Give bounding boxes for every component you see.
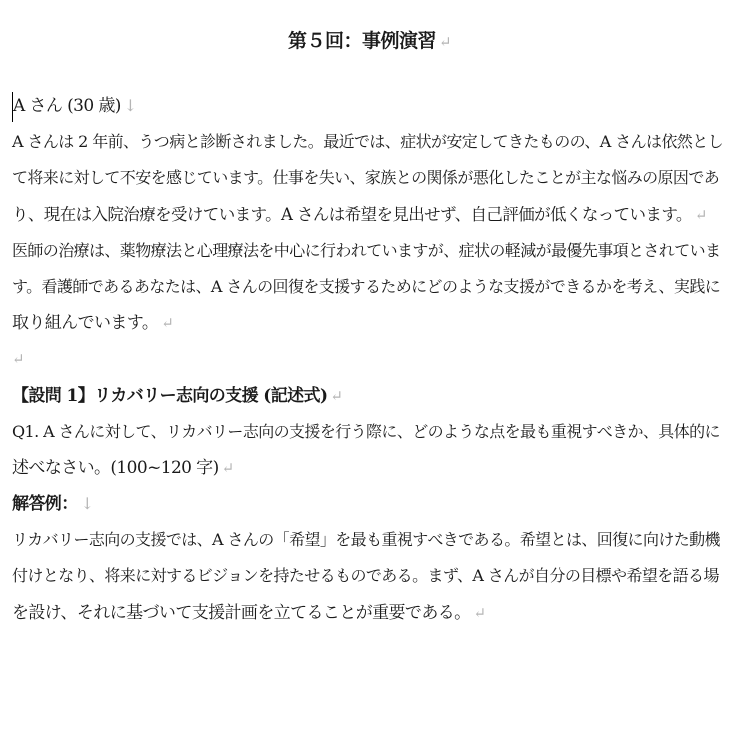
- document-title: [0, 26, 739, 57]
- paragraph-mark: ↵: [12, 350, 24, 369]
- answer-line: [12, 522, 718, 558]
- case-text: 取り組んでいます。: [12, 313, 159, 334]
- case-heading: [12, 88, 718, 124]
- case-text: A さんは 2 年前、うつ病と診断されました。最近では、症状が安定してきたものの、A さんは依然とし: [12, 132, 723, 152]
- case-line: [12, 269, 721, 305]
- answer-line: [12, 558, 718, 594]
- question-text: Q1. A さんに対して、リカバリー志向の支援を行う際に、どのような点を最も重視すべきか、具体的に: [12, 421, 720, 441]
- case-line: [12, 124, 723, 160]
- paragraph-mark: ↵: [694, 205, 707, 224]
- answer-line: [12, 595, 718, 631]
- case-text: 医師の治療は、薬物療法と心理療法を中心に行われていますが、症状の軽減が最優先事項とされていま: [12, 240, 721, 260]
- empty-line: [12, 341, 718, 377]
- case-line: [12, 233, 721, 269]
- question-heading-text: 【設問 1】リカバリー志向の支援 (記述式): [12, 385, 328, 406]
- paragraph-mark: ↵: [473, 603, 486, 622]
- paragraph-mark: ↵: [330, 386, 343, 405]
- line-break-mark: ↓: [80, 494, 94, 514]
- case-line: [12, 305, 718, 341]
- answer-text: を設け、それに基づいて支援計画を立てることが重要である。: [12, 602, 471, 623]
- answer-text: 付けとなり、将来に対するビジョンを持たせるものである。まず、A さんが自分の目標や希望を語る場: [12, 566, 719, 586]
- paragraph-mark: ↵: [161, 314, 174, 333]
- question-line: [12, 414, 718, 450]
- document-body[interactable]: [12, 88, 723, 631]
- case-text: り、現在は入院治療を受けています。A さんは希望を見出せず、自己評価が低くなっています。: [12, 204, 692, 224]
- answer-text: リカバリー志向の支援では、A さんの「希望」を最も重視すべきである。希望とは、回復に向けた動機: [12, 530, 720, 550]
- title-text: 第５回：事例演習: [287, 30, 436, 52]
- question-text: 述べなさい。(100~120 字): [12, 457, 219, 478]
- line-break-mark: ↓: [123, 96, 137, 115]
- paragraph-mark: ↵: [221, 458, 234, 477]
- case-text: す。看護師であるあなたは、A さんの回復を支援するためにどのような支援ができるかを考え、実践に: [12, 276, 721, 296]
- case-text: て将来に対して不安を感じています。仕事を失い、家族との関係が悪化したことが主な悩みの原因であ: [12, 168, 720, 188]
- answer-label-text: 解答例：: [12, 494, 78, 515]
- case-heading-text: A さん (30 歳): [13, 96, 121, 116]
- case-line: [12, 160, 718, 196]
- question-heading: [12, 378, 718, 414]
- case-line: [12, 197, 718, 233]
- question-line: [12, 450, 718, 486]
- answer-label: [12, 486, 718, 522]
- paragraph-mark: ↵: [438, 33, 452, 51]
